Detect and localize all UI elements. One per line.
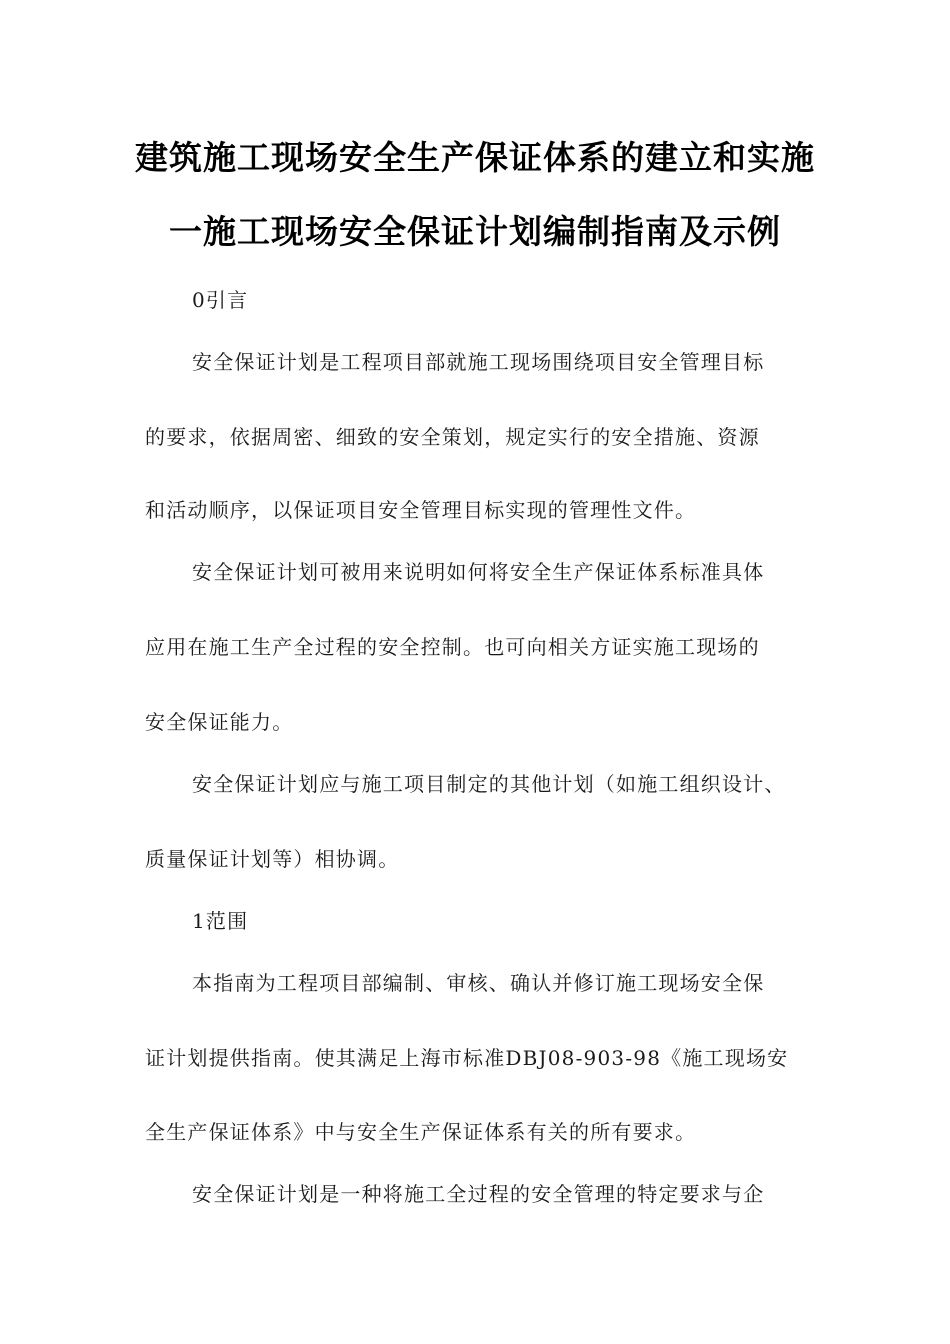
document-title-line-1: 建筑施工现场安全生产保证体系的建立和实施 [135,138,815,177]
text-line: 质量保证计划等）相协调。 [145,847,400,871]
text-line: 的要求，依据周密、细致的安全策划，规定实行的安全措施、资源 [145,425,760,449]
text-line: 安全保证计划是工程项目部就施工现场围绕项目安全管理目标 [192,350,765,374]
text-line: 安全保证能力。 [145,710,294,734]
text-line: 证计划提供指南。使其满足上海市标准DBJ08-903-98《施工现场安 [145,1046,789,1070]
text-line: 本指南为工程项目部编制、审核、确认并修订施工现场安全保 [192,971,765,995]
section-heading-scope: 1范围 [192,909,249,933]
document-title-line-2: 一施工现场安全保证计划编制指南及示例 [169,212,781,251]
text-line: 安全保证计划可被用来说明如何将安全生产保证体系标准具体 [192,560,765,584]
text-line: 安全保证计划是一种将施工全过程的安全管理的特定要求与企 [192,1182,765,1206]
text-line: 安全保证计划应与施工项目制定的其他计划（如施工组织设计、 [192,772,786,796]
text-line: 和活动顺序，以保证项目安全管理目标实现的管理性文件。 [145,498,697,522]
text-line: 应用在施工生产全过程的安全控制。也可向相关方证实施工现场的 [145,635,760,659]
text-line: 全生产保证体系》中与安全生产保证体系有关的所有要求。 [145,1120,697,1144]
section-heading-introduction: 0引言 [192,288,249,312]
